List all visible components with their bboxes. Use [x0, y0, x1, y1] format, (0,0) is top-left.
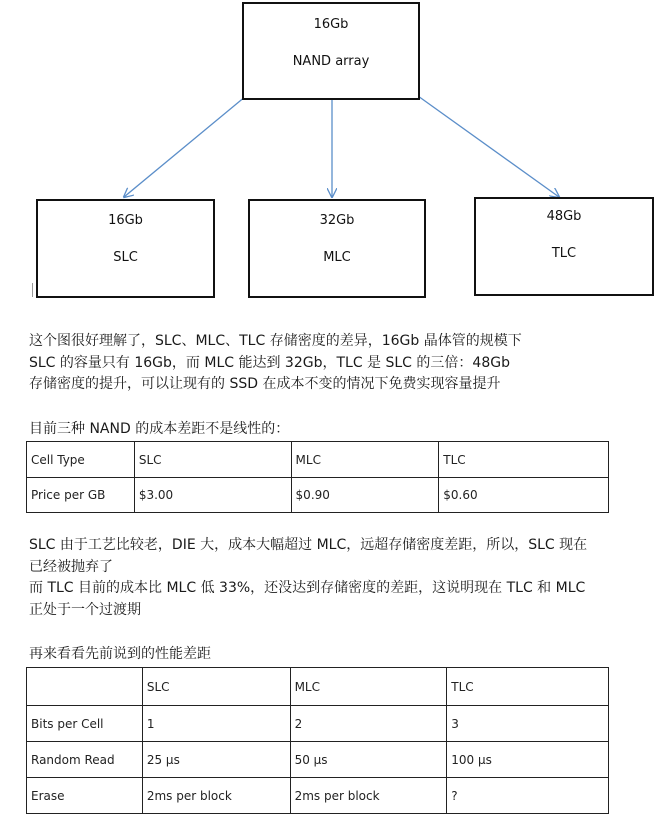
- table-cell: 2ms per block: [142, 778, 290, 814]
- table-cell: 3: [447, 706, 609, 742]
- paragraph-density: [29, 331, 522, 396]
- table-cell: 1: [142, 706, 290, 742]
- nand-diagram: [0, 0, 671, 300]
- paragraph-line: 正处于一个过渡期: [29, 601, 141, 618]
- paragraph-line: SLC 由于工艺比较老，DIE 大，成本大幅超过 MLC，远超存储密度差距，所以，SLC 现在: [29, 537, 588, 553]
- perf-heading: 再来看看先前说到的性能差距: [29, 646, 211, 662]
- table-cell: 2ms per block: [290, 778, 447, 814]
- table-cell: $0.60: [439, 478, 609, 513]
- table-cell: MLC: [290, 668, 447, 706]
- table-cell: MLC: [291, 442, 439, 478]
- arrow-to-tlc: [418, 96, 559, 197]
- cell-type-header: Cell Type: [27, 442, 135, 478]
- table-cell: 2: [290, 706, 447, 742]
- erase-header: Erase: [27, 778, 143, 814]
- mlc-label: MLC: [323, 250, 351, 265]
- nand-array-box: [242, 2, 420, 100]
- paragraph-line: 存储密度的提升，可以让现有的 SSD 在成本不变的情况下免费实现容量提升: [29, 376, 501, 392]
- mlc-box: [248, 199, 426, 298]
- table-row: [27, 742, 609, 778]
- tlc-box: [474, 197, 654, 296]
- table-cell: 25 µs: [142, 742, 290, 778]
- table-cell: TLC: [447, 668, 609, 706]
- nand-array-label: NAND array: [292, 54, 370, 69]
- cursor-mark: [32, 283, 33, 297]
- bits-per-cell-header: Bits per Cell: [27, 706, 143, 742]
- table-row: [27, 442, 609, 478]
- table-cell: SLC: [134, 442, 291, 478]
- table-cell: SLC: [142, 668, 290, 706]
- table-cell: $0.90: [291, 478, 439, 513]
- tlc-label: TLC: [551, 246, 577, 261]
- random-read-header: Random Read: [27, 742, 143, 778]
- table-cell: ?: [447, 778, 609, 814]
- mlc-capacity: 32Gb: [319, 213, 355, 228]
- paragraph-line: 这个图很好理解了，SLC、MLC、TLC 存储密度的差异，16Gb 晶体管的规模下: [29, 333, 522, 349]
- paragraph-line: SLC 的容量只有 16Gb，而 MLC 能达到 32Gb，TLC 是 SLC 的三倍：48Gb: [29, 354, 510, 371]
- nand-array-capacity: 16Gb: [313, 17, 349, 32]
- price-per-gb-header: Price per GB: [27, 478, 135, 513]
- table-row: [27, 706, 609, 742]
- paragraph-line: 已经被抛弃了: [29, 558, 113, 575]
- table-row: [27, 778, 609, 814]
- slc-label: SLC: [113, 250, 138, 265]
- cost-table: [26, 441, 609, 513]
- tlc-capacity: 48Gb: [546, 209, 582, 224]
- perf-table: [26, 667, 609, 814]
- arrow-to-slc: [124, 96, 246, 197]
- table-cell: 100 µs: [447, 742, 609, 778]
- paragraph-line: 而 TLC 目前的成本比 MLC 低 33%，还没达到存储密度的差距，这说明现在 TLC 和 MLC: [29, 580, 586, 596]
- table-row: [27, 668, 609, 706]
- table-cell: TLC: [439, 442, 609, 478]
- table-cell: 50 µs: [290, 742, 447, 778]
- table-cell: $3.00: [134, 478, 291, 513]
- cost-heading: 目前三种 NAND 的成本差距不是线性的：: [29, 421, 290, 437]
- table-cell: [27, 668, 143, 706]
- table-row: [27, 478, 609, 513]
- paragraph-cost: [29, 535, 587, 621]
- slc-box: [36, 199, 215, 298]
- slc-capacity: 16Gb: [108, 213, 143, 228]
